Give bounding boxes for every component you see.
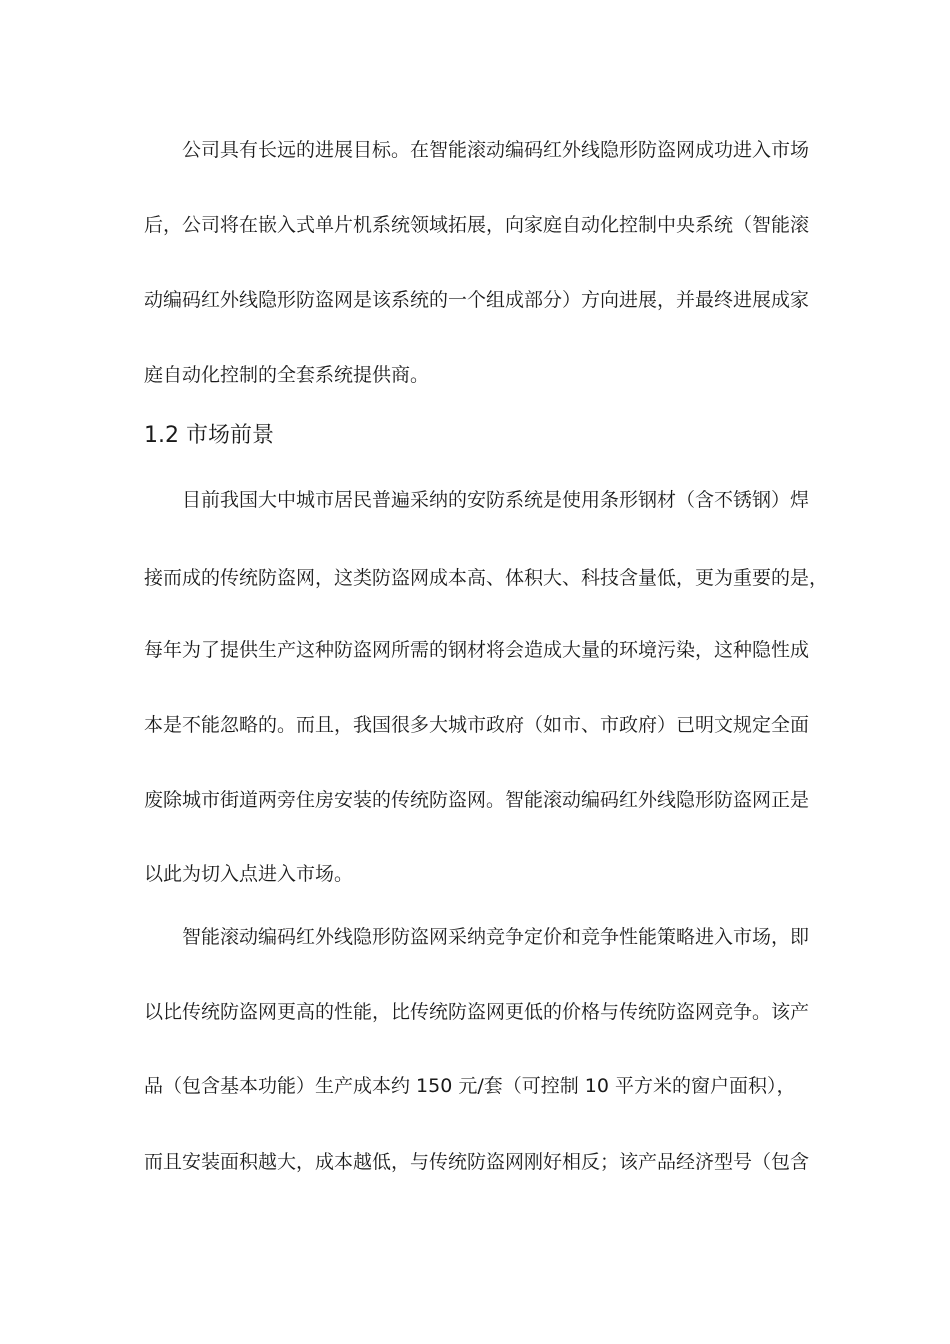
paragraph-3-line-2: 以比传统防盗网更高的性能，比传统防盗网更低的价格与传统防盗网竞争。该产 [144, 1001, 810, 1023]
paragraph-3-line-1: 智能滚动编码红外线隐形防盗网采纳竞争定价和竞争性能策略进入市场，即 [182, 926, 810, 948]
paragraph-1-line-3: 动编码红外线隐形防盗网是该系统的一个组成部分）方向进展，并最终进展成家 [144, 289, 810, 311]
paragraph-1-line-2: 后，公司将在嵌入式单片机系统领域拓展，向家庭自动化控制中央系统（智能滚 [144, 214, 810, 236]
paragraph-2-line-4: 本是不能忽略的。而且，我国很多大城市政府（如市、市政府）已明文规定全面 [144, 714, 810, 736]
section-heading: 1.2 市场前景 [144, 423, 274, 448]
paragraph-2-line-2: 接而成的传统防盗网，这类防盗网成本高、体积大、科技含量低，更为重要的是， [144, 567, 829, 589]
paragraph-3-line-3: 品（包含基本功能）生产成本约 150 元/套（可控制 10 平方米的窗户面积）， [144, 1075, 796, 1097]
paragraph-2-line-3: 每年为了提供生产这种防盗网所需的钢材将会造成大量的环境污染，这种隐性成 [144, 639, 810, 661]
paragraph-2-line-1: 目前我国大中城市居民普遍采纳的安防系统是使用条形钢材（含不锈钢）焊 [182, 489, 810, 511]
paragraph-2-line-6: 以此为切入点进入市场。 [144, 863, 354, 885]
paragraph-2-line-5: 废除城市街道两旁住房安装的传统防盗网。智能滚动编码红外线隐形防盗网正是 [144, 789, 810, 811]
paragraph-1-line-4: 庭自动化控制的全套系统提供商。 [144, 364, 430, 386]
paragraph-3-line-4: 而且安装面积越大，成本越低，与传统防盗网刚好相反；该产品经济型号（包含 [144, 1151, 810, 1173]
paragraph-1-line-1: 公司具有长远的进展目标。在智能滚动编码红外线隐形防盗网成功进入市场 [182, 139, 810, 161]
